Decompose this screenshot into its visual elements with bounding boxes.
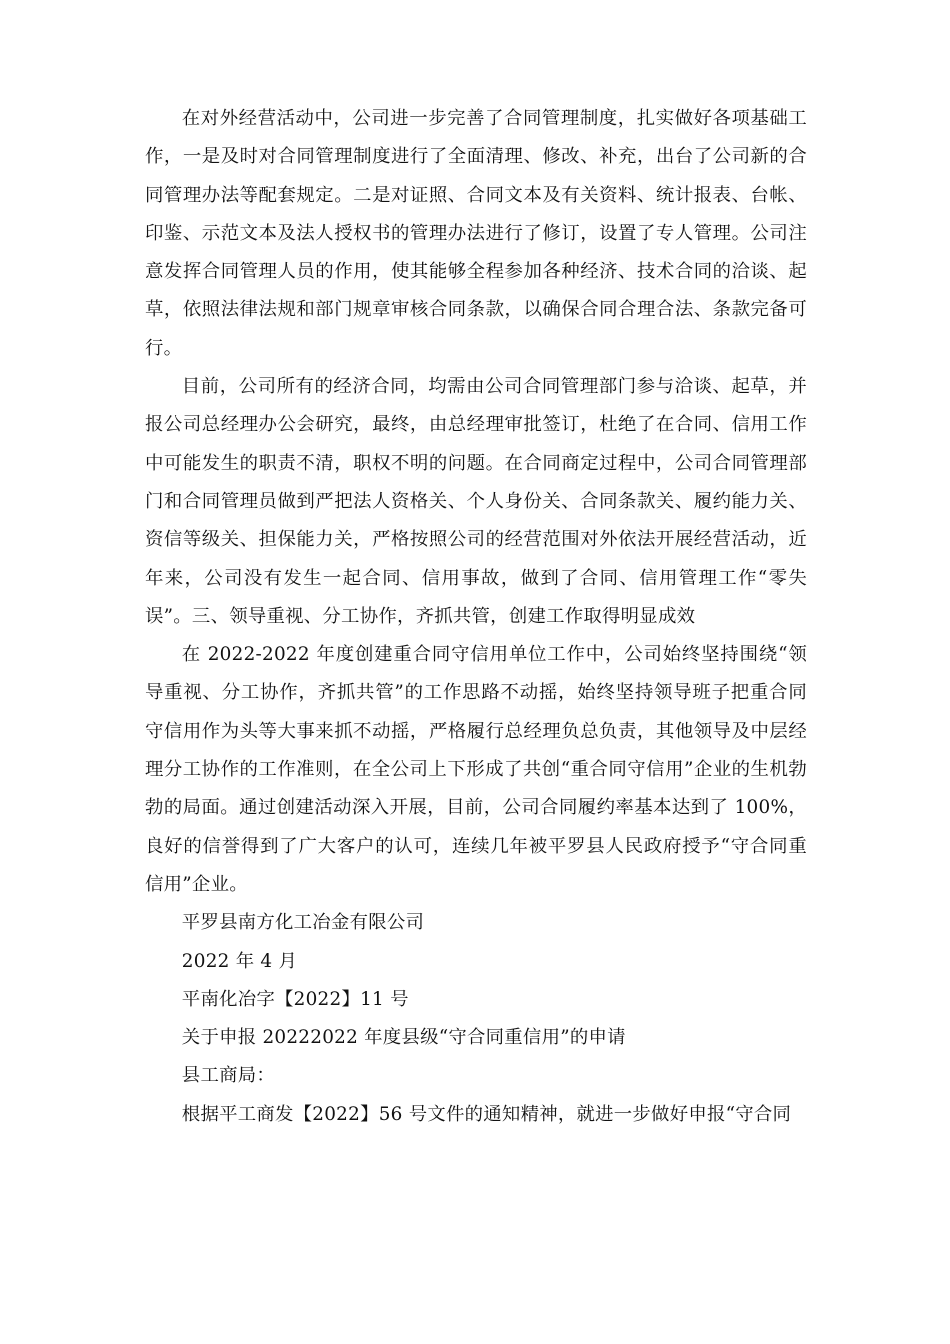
- signature-date: 2022 年 4 月: [181, 950, 298, 972]
- document-number: 平南化冶字【2022】11 号: [181, 988, 409, 1010]
- recipient: 县工商局：: [181, 1065, 276, 1087]
- document-subject: 关于申报 20222022 年度县级“守合同重信用”的申请: [181, 1027, 626, 1049]
- document-page: [145, 100, 807, 1134]
- paragraph-contract-approval: 目前，公司所有的经济合同，均需由公司合同管理部门参与洽谈、起草，并报公司总经理办公会研究，最终，由总经理审批签订，杜绝了在合同、信用工作中可能发生的职责不清，职权不明的问题。在合同商定过程中，公司合同管理部门和合同管理员做到严把法人资格关、个人身份关、合同条款关、履约能力关、资信等级关、担保能力关，严格按照公司的经营范围对外依法开展经营活动，近年来，公司没有发生一起合同、信用事故，做到了合同、信用管理工作“零失误”。三、领导重视、分工协作，齐抓共管，创建工作取得明显成效: [145, 376, 807, 627]
- signature-company: 平罗县南方化工冶金有限公司: [181, 912, 425, 934]
- paragraph-creation-work: 在 2022-2022 年度创建重合同守信用单位工作中，公司始终坚持围绕“领导重视、分工协作，齐抓共管”的工作思路不动摇，始终坚持领导班子把重合同守信用作为头等大事来抓不动摇，严格履行总经理负总负责，其他领导及中层经理分工协作的工作准则，在全公司上下形成了共创“重合同守信用”企业的生机勃勃的局面。通过创建活动深入开展，目前，公司合同履约率基本达到了 100%，良好的信誉得到了广大客户的认可，连续几年被平罗县人民政府授予“守合同重信用”企业。: [145, 644, 807, 895]
- paragraph-contract-management: 在对外经营活动中，公司进一步完善了合同管理制度，扎实做好各项基础工作，一是及时对合同管理制度进行了全面清理、修改、补充，出台了公司新的合同管理办法等配套规定。二是对证照、合同文本及有关资料、统计报表、台帐、印鉴、示范文本及法人授权书的管理办法进行了修订，设置了专人管理。公司注意发挥合同管理人员的作用，使其能够全程参加各种经济、技术合同的洽谈、起草，依照法律法规和部门规章审核合同条款，以确保合同合理合法、条款完备可行。: [145, 108, 807, 359]
- body-start: 根据平工商发【2022】56 号文件的通知精神，就进一步做好申报“守合同: [181, 1103, 792, 1125]
